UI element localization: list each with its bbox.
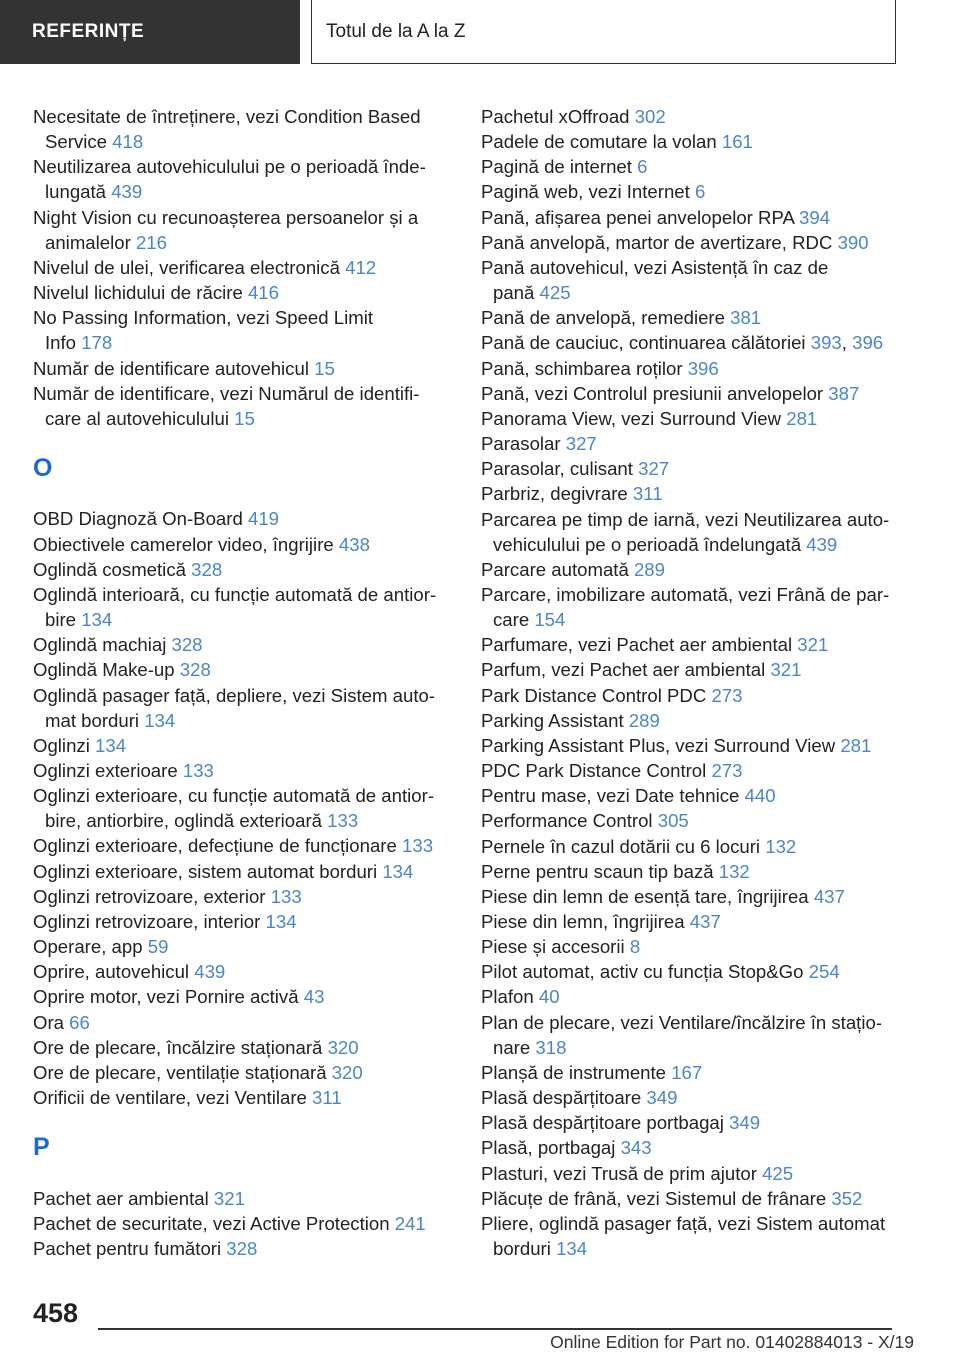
index-entry [33,1236,453,1261]
index-entry [33,1035,453,1060]
page-reference-link[interactable]: 321 [770,659,802,681]
index-entry [481,632,921,657]
index-entry-text: Parasolar, culisant [481,458,633,480]
page-footer [0,1290,960,1362]
index-entry-text: Parfumare, vezi Pachet aer ambiental [481,634,793,656]
index-entry-text: Pană, afișarea penei anvelopelor RPA [481,206,794,228]
index-entry-text: Piese din lemn de esență tare, îngrijirea [481,885,809,907]
index-entry [33,733,453,758]
index-entry-text: Parking Assistant Plus, vezi Surround View [481,734,836,756]
page-reference-link[interactable]: 318 [535,1036,567,1058]
index-entry-text: borduri [493,1238,551,1260]
page-reference-link[interactable]: 437 [689,911,721,932]
index-entry-text: care al autovehiculului [45,407,229,429]
index-entry-text: Night Vision cu recunoașterea persoanelor și a [33,206,419,228]
page-reference-link[interactable]: 273 [711,684,743,706]
index-entry [481,1135,921,1160]
page-reference-link[interactable]: 328 [171,634,203,656]
index-entry-text: Plasă, portbagaj [481,1137,616,1159]
index-entry-text: OBD Diagnoză On-Board [33,508,243,530]
page-reference-link[interactable]: 438 [338,533,370,555]
page-reference-link[interactable]: 134 [556,1238,588,1260]
index-entry [481,1010,921,1060]
index-entry [33,783,453,833]
index-entry-text: nare [493,1036,531,1058]
index-entry [481,582,921,632]
index-entry-text: Panorama View, vezi Surround View [481,407,782,429]
index-entry-text: Parasolar [481,433,561,455]
index-entry [33,959,453,984]
index-letter-heading: O [33,454,53,483]
page-reference-link[interactable]: 440 [744,785,776,807]
index-entry-text: Orificii de ventilare, vezi Ventilare [33,1087,307,1109]
page-reference-link[interactable]: 321 [213,1187,245,1209]
index-entry [33,280,453,305]
page-header [0,0,960,66]
page-reference-link[interactable]: 343 [620,1137,652,1159]
index-entry-text: Oglindă Make-up [33,659,175,681]
page-reference-link[interactable]: 281 [840,734,872,756]
index-entry [481,1110,921,1135]
index-entry [33,532,453,557]
index-entry-text: Pană de anvelopă, remediere [481,307,725,329]
index-entry-text: Număr de identificare autovehicul [33,357,309,379]
index-entry-text: mat borduri [45,709,140,731]
index-entry [33,356,453,381]
index-entry-text: Pagină web, vezi Internet [481,181,690,203]
index-entry [33,1211,453,1236]
index-entry-text: Oprire motor, vezi Pornire activă [33,986,299,1008]
page-reference-link[interactable]: 161 [721,131,753,153]
index-entry [481,1085,921,1110]
index-entry [481,1161,921,1186]
index-entry [33,305,453,355]
page-reference-link[interactable]: 134 [95,734,127,756]
index-entry-text: animalelor [45,231,131,253]
index-entry-text: Nivelul de ulei, verificarea electronică [33,256,340,278]
page-reference-link[interactable]: 387 [828,382,860,404]
index-entry-text: Oglindă cosmetică [33,558,186,580]
index-entry-text: care [493,609,530,631]
index-entry [481,356,921,381]
index-entry-text: Număr de identificare, vezi Numărul de identifi‐ [33,382,420,404]
index-entry [481,255,921,305]
page-reference-link[interactable]: 393 [810,332,842,354]
index-entry [481,431,921,456]
page-reference-link[interactable]: 327 [565,433,597,455]
index-entry-text: Oprire, autovehicul [33,961,190,983]
page-reference-link[interactable]: 320 [331,1061,363,1083]
index-entry-text: Pană autovehicul, vezi Asistență în caz de [481,256,829,278]
index-entry-text: Info [45,332,77,354]
page-reference-link[interactable]: 6 [694,181,706,203]
index-entry-text: Neutilizarea autovehiculului pe o perioadă înde‐ [33,156,426,178]
page-reference-link[interactable]: 133 [270,885,302,907]
page-reference-link[interactable]: 396 [687,357,719,379]
index-entry-text: lungată [45,181,107,203]
index-entry [33,934,453,959]
page-reference-link[interactable]: 178 [81,332,113,354]
index-entry [33,884,453,909]
index-entry-text: Oglindă machiaj [33,634,167,656]
page-reference-link[interactable]: 352 [831,1187,863,1209]
page-reference-link[interactable]: 320 [327,1036,359,1058]
index-entry [481,758,921,783]
index-entry [33,506,453,531]
page-reference-link[interactable]: 134 [382,860,414,882]
index-entry [481,381,921,406]
page-reference-link[interactable]: 133 [402,835,434,857]
index-entry [481,456,921,481]
page-reference-link[interactable]: 425 [539,282,571,304]
page-reference-link[interactable]: 289 [633,558,665,580]
page-reference-link[interactable]: 254 [808,961,840,983]
index-entry-text: bire [45,609,77,631]
page-reference-link[interactable]: 439 [111,181,143,203]
index-entry [481,205,921,230]
index-entry [33,582,453,632]
page-reference-link[interactable]: 216 [135,231,167,253]
index-entry-text: Oglindă pasager față, depliere, vezi Sistem auto‐ [33,684,436,706]
index-entry-text: Pachet pentru fumători [33,1237,222,1259]
index-entry-text: Oglinzi exterioare, sistem automat borduri [33,860,378,882]
index-entry-text: Pană de cauciuc, continuarea călătoriei [481,332,806,354]
index-entry [33,1010,453,1035]
index-entry-text: Pliere, oglindă pasager față, vezi Sistem automat [481,1212,886,1234]
edition-note: Online Edition for Part no. 01402884013 - X/19 [550,1332,914,1352]
page-reference-link[interactable]: 6 [637,156,648,178]
page-reference-link[interactable]: 281 [786,407,818,429]
page-reference-link[interactable]: 439 [806,533,838,555]
page-reference-link[interactable]: 381 [730,307,762,329]
index-entry [481,129,921,154]
index-entry-text: Pilot automat, activ cu funcția Stop&Go [481,961,804,983]
index-entry [33,833,453,858]
index-entry-text: Oglinzi exterioare, defecțiune de funcționare [33,835,397,857]
index-entry-text: Operare, app [33,936,143,958]
index-entry-text: Necesitate de întreținere, vezi Condition Based [33,106,421,127]
page-reference-link[interactable]: 154 [534,609,566,631]
index-entry [481,104,921,129]
index-entry [33,557,453,582]
index-entry [33,154,453,204]
index-entry-text: Pagină de internet [481,156,632,178]
page-reference-link[interactable]: 134 [144,709,176,731]
index-entry-text: Oglindă interioară, cu funcție automată de antior‐ [33,583,437,605]
page-reference-link[interactable]: 328 [191,558,223,580]
index-letter-heading: P [33,1133,50,1162]
page-reference-link[interactable]: 132 [765,835,797,857]
index-entry [33,909,453,934]
index-entry [33,984,453,1009]
page-reference-link[interactable]: 59 [147,936,169,958]
index-entry-text: Oglinzi retrovizoare, interior [33,910,261,932]
page-reference-link[interactable]: 167 [671,1061,703,1083]
index-entry-text: Pachet aer ambiental [33,1187,209,1209]
index-entry [481,1186,921,1211]
page-reference-link[interactable]: 273 [711,760,743,782]
page-reference-link[interactable]: 15 [234,407,255,429]
page-reference-link[interactable]: 412 [345,256,377,278]
page-number: 458 [33,1298,79,1328]
index-entry-text: Oglinzi [33,734,90,756]
index-entry-text: PDC Park Distance Control [481,760,707,782]
page-reference-link[interactable]: 328 [179,659,211,681]
index-entry-text: pană [493,282,535,304]
page-reference-link[interactable]: 133 [182,760,214,782]
page-reference-link[interactable]: 396 [852,332,884,354]
index-column-left [33,104,453,1261]
chapter-title: Totul de la A la Z [311,0,896,64]
index-entry-text: Obiectivele camerelor video, îngrijire [33,533,334,555]
index-entry-text: Oglinzi exterioare, cu funcție automată de antior‐ [33,785,435,807]
footer-divider [98,1328,892,1330]
page-reference-link[interactable]: 390 [837,231,869,253]
index-column-right [481,104,921,1261]
index-entry-text: Pană, vezi Controlul presiunii anvelopelor [481,382,824,404]
index-entry [33,1060,453,1085]
index-entry [481,683,921,708]
index-entry-text: Performance Control [481,810,653,832]
page-reference-link[interactable]: 416 [247,282,279,304]
index-entry-text: Plasturi, vezi Trusă de prim ajutor [481,1162,757,1184]
index-entry [481,834,921,859]
index-entry-text: Parfum, vezi Pachet aer ambiental [481,659,766,681]
page-reference-link[interactable]: 394 [799,206,831,228]
index-entry-text: Plafon [481,986,534,1008]
index-entry [33,657,453,682]
index-entry [481,733,921,758]
page-reference-link[interactable]: 132 [718,860,750,882]
index-entry [33,683,453,733]
index-entry: Pană de cauciuc, continuarea călătoriei 393, 396 [481,332,884,354]
page-reference-link[interactable]: 418 [112,131,144,153]
index-entry-text: Parbriz, degivrare [481,483,628,505]
page-reference-link[interactable]: 302 [634,106,666,127]
index-entry-text: Pernele în cazul dotării cu 6 locuri [481,835,761,857]
page-reference-link[interactable]: 439 [194,961,226,983]
index-entry-text: Plasă despărțitoare [481,1087,642,1109]
index-entry-text: Ora [33,1011,64,1033]
index-entry-text: Ore de plecare, încălzire staționară [33,1036,323,1058]
page-reference-link[interactable]: 437 [813,885,845,907]
page-reference-link[interactable]: 349 [729,1112,761,1134]
index-entry [481,305,921,330]
index-entry-text: Plăcuțe de frână, vezi Sistemul de frânare [481,1187,827,1209]
page-reference-link[interactable]: 40 [538,986,560,1008]
index-entry [481,657,921,682]
index-entry [33,1186,453,1211]
index-entry [33,859,453,884]
index-entry [481,230,921,255]
page-reference-link[interactable]: 311 [632,483,663,505]
index-entry-text: Parcarea pe timp de iarnă, vezi Neutilizarea auto‐ [481,508,890,530]
page-reference-link[interactable]: 134 [81,609,113,631]
index-entry [33,205,453,255]
index-entry [481,1060,921,1085]
index-entry-text: Service [45,131,108,153]
index-entry [481,934,921,959]
index-entry [481,909,921,934]
index-entry-text: bire, antiorbire, oglindă exterioară [45,810,322,832]
index-entry-text: Piese din lemn, îngrijirea [481,911,685,932]
page-reference-link[interactable]: 133 [327,810,359,832]
index-entry-text: Nivelul lichidului de răcire [33,282,243,304]
page-reference-link[interactable]: 43 [303,986,325,1008]
index-entry [481,984,921,1009]
index-entry-text: Plan de plecare, vezi Ventilare/încălzire în stațio‐ [481,1011,883,1033]
page-reference-link[interactable]: 134 [265,910,297,932]
page-reference-link[interactable]: 425 [762,1162,794,1184]
page-reference-link[interactable]: 419 [247,508,280,530]
index-entry-text: Pachet de securitate, vezi Active Protection [33,1212,390,1234]
index-entry [33,381,453,431]
index-entry [481,708,921,733]
index-entry [481,959,921,984]
index-entry-text: Pentru mase, vezi Date tehnice [481,785,740,807]
page-reference-link[interactable]: 8 [629,936,641,958]
index-entry-text: Parcare, imobilizare automată, vezi Frână de par‐ [481,583,890,605]
index-entry-text: No Passing Information, vezi Speed Limit [33,307,374,329]
index-entry [33,255,453,280]
page-reference-link[interactable]: 328 [226,1237,258,1259]
index-entry [481,406,921,431]
index-entry [481,884,921,909]
index-entry-text: Padele de comutare la volan [481,131,717,153]
page-reference-link[interactable]: 311 [312,1087,342,1109]
index-entry-text: Parcare automată [481,558,629,580]
index-entry-text: Plasă despărțitoare portbagaj [481,1112,724,1134]
index-entry [481,1211,921,1261]
index-entry [481,557,921,582]
index-entry [33,1085,453,1110]
index-entry-text: Parking Assistant [481,709,624,731]
index-entry [33,632,453,657]
index-entry [481,179,921,204]
page-reference-link[interactable]: 349 [646,1087,678,1109]
page-reference-link[interactable]: 321 [797,634,829,656]
index-entry-text: Piese și accesorii [481,936,625,958]
index-entry-text: Oglinzi retrovizoare, exterior [33,885,266,907]
index-entry-text: Ore de plecare, ventilație staționară [33,1061,327,1083]
index-entry-text: Pană, schimbarea roților [481,357,683,379]
index-entry-text: Park Distance Control PDC [481,684,707,706]
index-entry-text: Pachetul xOffroad [481,106,630,127]
index-entry-text: Perne pentru scaun tip bază [481,860,714,882]
index-entry-text: Planșă de instrumente [481,1061,667,1083]
index-entry [481,154,921,179]
section-label: REFERINȚE [0,0,300,64]
page-reference-link[interactable]: 327 [638,458,670,480]
index-entry-text: vehiculului pe o perioadă îndelungată [493,533,802,555]
index-entry [481,859,921,884]
index-entry [481,481,921,506]
page-reference-link[interactable]: 305 [657,810,689,832]
page-reference-link[interactable]: 15 [314,357,335,379]
page-reference-link[interactable]: 66 [69,1011,90,1033]
index-entry [481,808,921,833]
index-entry-text: Oglinzi exterioare [33,760,178,782]
index-entry [33,758,453,783]
index-entry [481,783,921,808]
index-entry-text: Pană anvelopă, martor de avertizare, RDC [481,231,833,253]
index-entry [481,507,921,557]
page-reference-link[interactable]: 241 [394,1212,426,1234]
index-entry [33,104,453,154]
page-reference-link[interactable]: 289 [628,709,660,731]
